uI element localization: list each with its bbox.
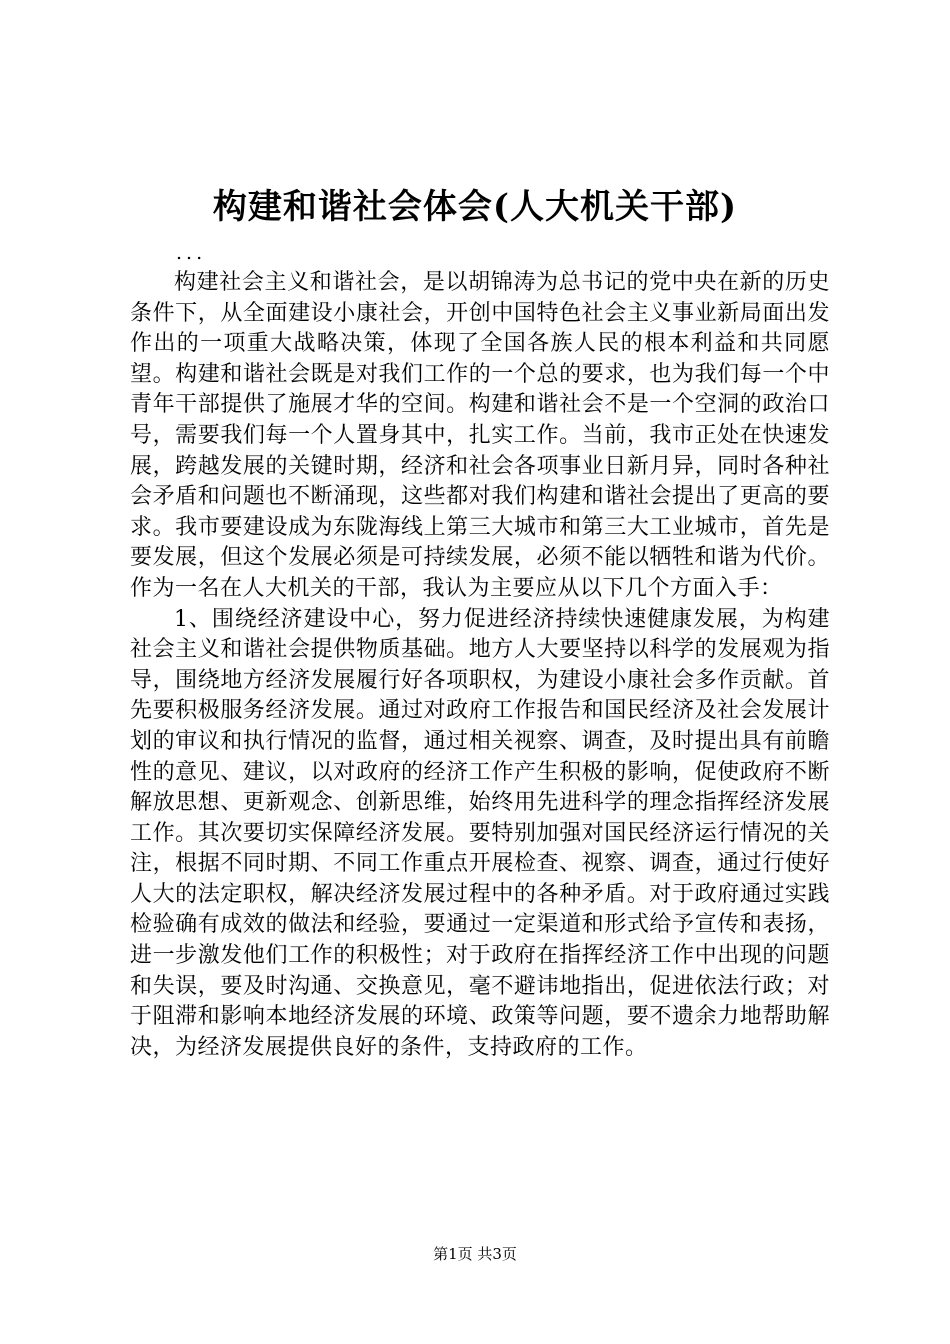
document-title: 构建和谐社会体会(人大机关干部) [212,187,738,227]
ellipsis-mark: ... [176,242,207,264]
paragraph-point-1: 1、围绕经济建设中心，努力促进经济持续快速健康发展，为构建社会主义和谐社会提供物质基础。地方人大要坚持以科学的发展观为指导，围绕地方经济发展履行好各项职权，为建设小康社会多作贡献。首先要积极服务经济发展。通过对政府工作报告和国民经济及社会发展计划的审议和执行情况的监督，通过相关视察、调查，及时提出具有前瞻性的意见、建议，以对政府的经济工作产生积极的影响，促使政府不断解放思想、更新观念、创新思维，始终用先进科学的理念指挥经济发展工作。其次要切实保障经济发展。要特别加强对国民经济运行情况的关注，根据不同时期、不同工作重点开展检查、视察、调查，通过行使好人大的法定职权，解决经济发展过程中的各种矛盾。对于政府通过实践检验确有成效的做法和经验，要通过一定渠道和形式给予宣传和表扬，进一步激发他们工作的积极性；对于政府在指挥经济工作中出现的问题和失误，要及时沟通、交换意见，毫不避讳地指出，促进依法行政；对于阻滞和影响本地经济发展的环境、政策等问题，要不遗余力地帮助解决，为经济发展提供良好的条件，支持政府的工作。 [130,606,830,1060]
page-footer: 第1页 共3页 [433,1245,517,1263]
paragraph-intro: 构建社会主义和谐社会，是以胡锦涛为总书记的党中央在新的历史条件下，从全面建设小康社会，开创中国特色社会主义事业新局面出发作出的一项重大战略决策，体现了全国各族人民的根本利益和共同愿望。构建和谐社会既是对我们工作的一个总的要求，也为我们每一个中青年干部提供了施展才华的空间。构建和谐社会不是一个空洞的政治口号，需要我们每一个人置身其中，扎实工作。当前，我市正处在快速发展，跨越发展的关键时期，经济和社会各项事业日新月异，同时各种社会矛盾和问题也不断涌现，这些都对我们构建和谐社会提出了更高的要求。我市要建设成为东陇海线上第三大城市和第三大工业城市，首先是要发展，但这个发展必须是可持续发展，必须不能以牺牲和谐为代价。作为一名在人大机关的干部，我认为主要应从以下几个方面入手： [130,270,830,601]
document-body [130,268,830,1063]
